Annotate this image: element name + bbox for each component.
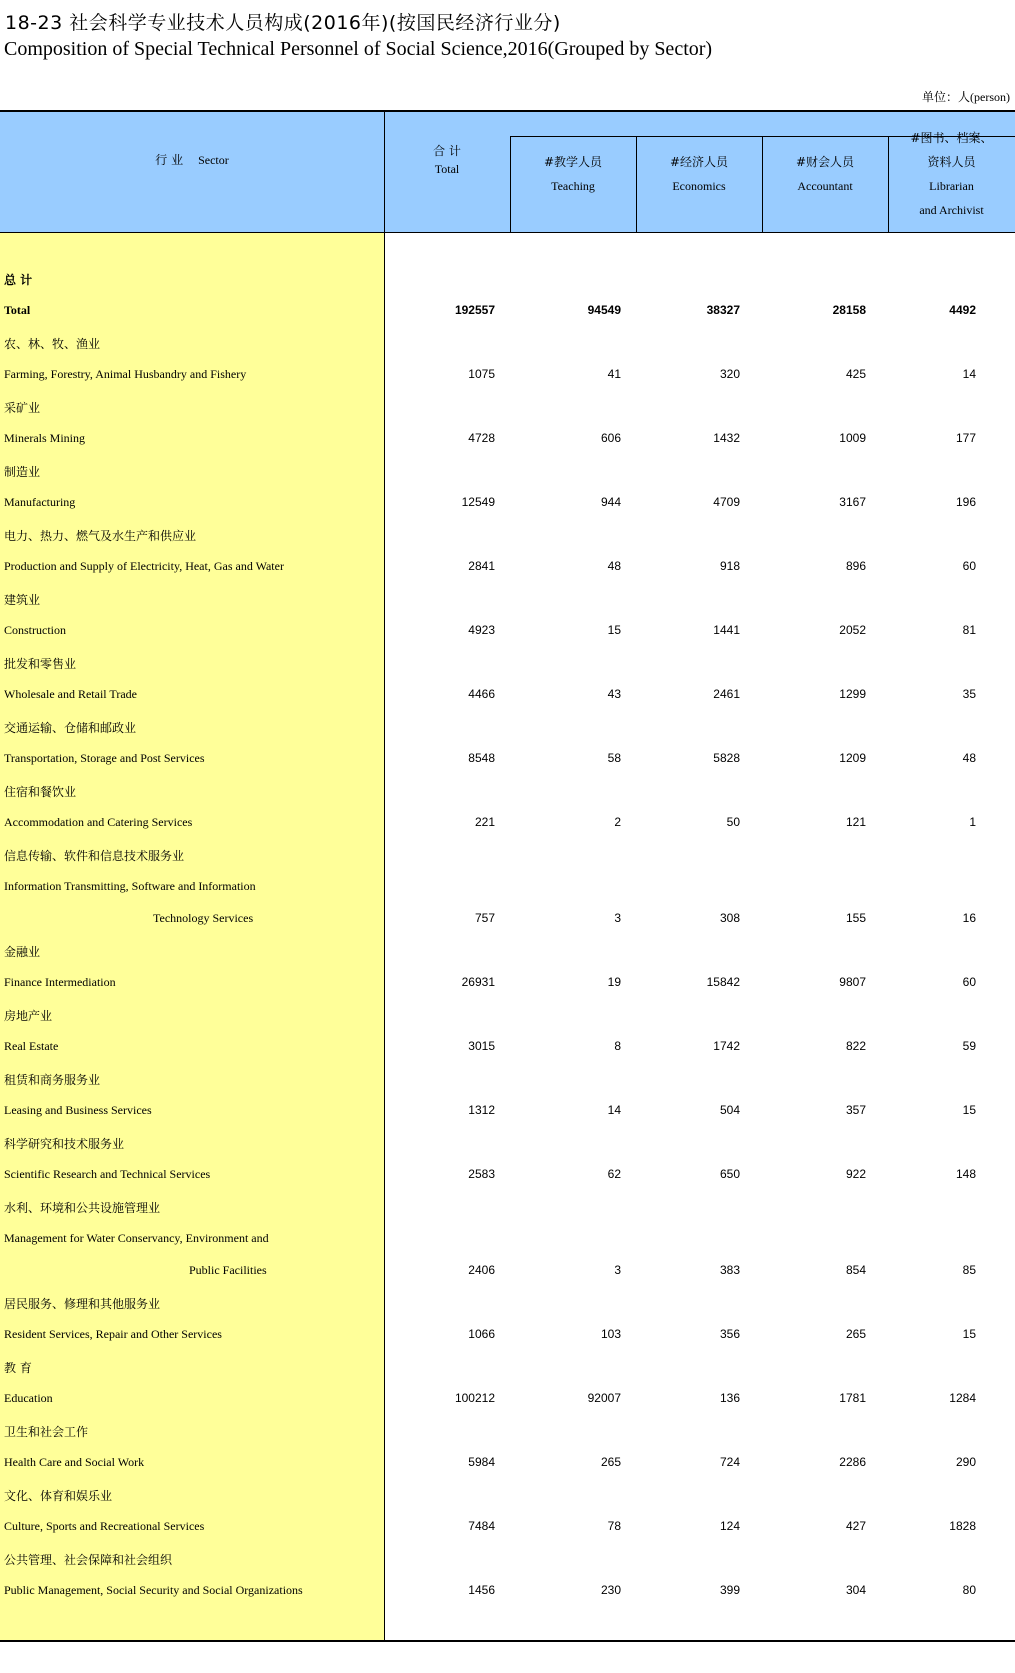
header-subgroup-rule: [510, 136, 1015, 137]
cell-accountant: 427: [845, 1519, 866, 1533]
cell-total: 4728: [468, 431, 495, 445]
cell-economics: 308: [719, 911, 740, 925]
cell-accountant: 357: [845, 1103, 866, 1117]
table-row: [0, 1033, 1015, 1063]
header-accountant-cn: #财会人员: [795, 155, 855, 169]
cell-teaching: 2: [614, 815, 621, 829]
cell-economics: 38327: [706, 303, 740, 317]
cell-economics: 4709: [713, 495, 740, 509]
unit-label: 单位：人(person): [922, 90, 1010, 104]
cell-total: 221: [474, 815, 495, 829]
cell-librarian: 15: [962, 1103, 976, 1117]
table-row: [0, 1321, 1015, 1351]
table-row: [0, 1513, 1015, 1543]
cell-total: 1075: [468, 367, 495, 381]
cell-total: 1456: [468, 1583, 495, 1597]
sector-name-en: Manufacturing: [4, 495, 76, 509]
cell-librarian: 60: [962, 975, 976, 989]
table-row: [0, 361, 1015, 391]
header-economics-cn: #经济人员: [669, 155, 729, 169]
sector-row-cn: [0, 265, 1015, 295]
sector-name-en: Management for Water Conservancy, Environment and: [4, 1231, 269, 1245]
sector-row-cn: [0, 1289, 1015, 1319]
sector-name-cn: 制造业: [4, 465, 41, 479]
sector-name-en: Total: [4, 303, 31, 317]
cell-librarian: 290: [955, 1455, 976, 1469]
sector-row-cn: [0, 1417, 1015, 1447]
cell-total: 757: [474, 911, 495, 925]
table-title-english: Composition of Special Technical Personnel of Social Science,2016(Grouped by Sector): [4, 38, 713, 60]
cell-total: 3015: [468, 1039, 495, 1053]
cell-total: 4466: [468, 687, 495, 701]
cell-accountant: 922: [845, 1167, 866, 1181]
cell-economics: 5828: [713, 751, 740, 765]
cell-total: 192557: [454, 303, 495, 317]
cell-librarian: 48: [962, 751, 976, 765]
sector-name-en: Scientific Research and Technical Services: [4, 1167, 211, 1181]
divider-header-2: [636, 136, 637, 232]
sector-name-en: Farming, Forestry, Animal Husbandry and Fishery: [4, 367, 247, 381]
sector-row-cn: [0, 329, 1015, 359]
cell-total: 26931: [461, 975, 495, 989]
header-librarian: [888, 126, 1015, 222]
cell-accountant: 9807: [839, 975, 866, 989]
cell-economics: 918: [719, 559, 740, 573]
sector-name-en: Health Care and Social Work: [4, 1455, 145, 1469]
cell-accountant: 121: [845, 815, 866, 829]
cell-accountant: 1299: [839, 687, 866, 701]
sector-name-en: Public Management, Social Security and Social Organizations: [4, 1583, 303, 1597]
sector-row-cn: [0, 1193, 1015, 1223]
table-row: [0, 745, 1015, 775]
sector-row-cn: [0, 1353, 1015, 1383]
sector-name-en-continued: Public Facilities: [189, 1263, 267, 1277]
sector-name-en: Transportation, Storage and Post Services: [4, 751, 205, 765]
divider-header-3: [762, 136, 763, 232]
cell-librarian: 15: [962, 1327, 976, 1341]
table-row: [0, 617, 1015, 647]
table-row: [0, 969, 1015, 999]
sector-name-cn: 教 育: [4, 1361, 32, 1375]
table-row: [0, 1161, 1015, 1191]
sector-name-cn: 建筑业: [4, 593, 41, 607]
cell-economics: 1441: [713, 623, 740, 637]
cell-teaching: 15: [607, 623, 621, 637]
header-librarian-cn1: #图书、档案、: [910, 131, 993, 145]
cell-accountant: 304: [845, 1583, 866, 1597]
table-row: [0, 1449, 1015, 1479]
header-librarian-en2: and Archivist: [919, 203, 984, 217]
cell-accountant: 2052: [839, 623, 866, 637]
sector-name-cn: 文化、体育和娱乐业: [4, 1489, 113, 1503]
cell-accountant: 155: [845, 911, 866, 925]
cell-economics: 2461: [713, 687, 740, 701]
cell-librarian: 16: [962, 911, 976, 925]
sector-name-en: Culture, Sports and Recreational Services: [4, 1519, 205, 1533]
cell-economics: 136: [719, 1391, 740, 1405]
cell-librarian: 148: [955, 1167, 976, 1181]
sector-name-cn: 采矿业: [4, 401, 41, 415]
cell-economics: 15842: [706, 975, 740, 989]
header-teaching-cn: #教学人员: [543, 155, 603, 169]
sector-name-en: Information Transmitting, Software and Information: [4, 879, 256, 893]
table-title-chinese: 18-23 社会科学专业技术人员构成(2016年)(按国民经济行业分): [5, 12, 561, 34]
cell-librarian: 1284: [949, 1391, 976, 1405]
sector-row-cn: [0, 1001, 1015, 1031]
cell-total: 100212: [454, 1391, 495, 1405]
header-teaching: [510, 150, 636, 198]
cell-total: 5984: [468, 1455, 495, 1469]
sector-name-en: Production and Supply of Electricity, Heat, Gas and Water: [4, 559, 284, 573]
sector-row-cn: [0, 393, 1015, 423]
sector-row-cn: [0, 777, 1015, 807]
sector-row-cn: [0, 585, 1015, 615]
cell-accountant: 1009: [839, 431, 866, 445]
sector-name-cn: 总 计: [4, 273, 33, 287]
table-row: [0, 873, 1015, 903]
sector-name-cn: 科学研究和技术服务业: [4, 1137, 125, 1151]
sector-name-en: Minerals Mining: [4, 431, 85, 445]
header-sector: [0, 148, 384, 172]
sector-name-en: Resident Services, Repair and Other Services: [4, 1327, 222, 1341]
cell-total: 2406: [468, 1263, 495, 1277]
sector-name-cn: 农、林、牧、渔业: [4, 337, 101, 351]
cell-teaching: 19: [607, 975, 621, 989]
sector-row-cn: [0, 649, 1015, 679]
cell-librarian: 80: [962, 1583, 976, 1597]
sector-name-en-continued: Technology Services: [153, 911, 254, 925]
sector-name-cn: 公共管理、社会保障和社会组织: [4, 1553, 173, 1567]
table-row-continuation: [0, 1257, 1015, 1287]
cell-librarian: 14: [962, 367, 976, 381]
cell-librarian: 81: [962, 623, 976, 637]
cell-librarian: 85: [962, 1263, 976, 1277]
sector-row-cn: [0, 713, 1015, 743]
cell-librarian: 1828: [949, 1519, 976, 1533]
cell-economics: 1742: [713, 1039, 740, 1053]
header-accountant-en: Accountant: [797, 179, 853, 193]
header-accountant: [762, 150, 888, 198]
sector-name-en: Wholesale and Retail Trade: [4, 687, 137, 701]
cell-teaching: 944: [600, 495, 621, 509]
cell-accountant: 1781: [839, 1391, 866, 1405]
cell-teaching: 94549: [587, 303, 621, 317]
cell-economics: 650: [719, 1167, 740, 1181]
header-total: [384, 142, 510, 178]
cell-total: 1066: [468, 1327, 495, 1341]
cell-teaching: 14: [607, 1103, 621, 1117]
cell-total: 1312: [468, 1103, 495, 1117]
cell-accountant: 28158: [832, 303, 866, 317]
sector-name-en: Finance Intermediation: [4, 975, 116, 989]
sector-name-cn: 房地产业: [4, 1009, 53, 1023]
cell-total: 2583: [468, 1167, 495, 1181]
cell-librarian: 196: [955, 495, 976, 509]
sector-name-cn: 卫生和社会工作: [4, 1425, 89, 1439]
table-row: [0, 297, 1015, 327]
cell-teaching: 92007: [587, 1391, 621, 1405]
header-teaching-en: Teaching: [551, 179, 595, 193]
cell-economics: 504: [719, 1103, 740, 1117]
cell-teaching: 3: [614, 1263, 621, 1277]
divider-header-1: [510, 136, 511, 232]
sector-row-cn: [0, 1481, 1015, 1511]
cell-accountant: 854: [845, 1263, 866, 1277]
sector-name-cn: 批发和零售业: [4, 657, 77, 671]
sector-name-en: Leasing and Business Services: [4, 1103, 152, 1117]
sector-name-en: Accommodation and Catering Services: [4, 815, 193, 829]
cell-economics: 50: [726, 815, 740, 829]
table-row-continuation: [0, 905, 1015, 935]
sector-name-en: Real Estate: [4, 1039, 59, 1053]
table-row: [0, 1385, 1015, 1415]
cell-accountant: 425: [845, 367, 866, 381]
header-economics: [636, 150, 762, 198]
sector-name-en: Construction: [4, 623, 66, 637]
cell-teaching: 8: [614, 1039, 621, 1053]
cell-economics: 124: [719, 1519, 740, 1533]
cell-total: 12549: [461, 495, 495, 509]
table-row: [0, 425, 1015, 455]
cell-librarian: 177: [955, 431, 976, 445]
table-row: [0, 809, 1015, 839]
cell-librarian: 59: [962, 1039, 976, 1053]
header-sector-en: Sector: [198, 153, 229, 167]
sector-name-cn: 租赁和商务服务业: [4, 1073, 101, 1087]
cell-teaching: 43: [607, 687, 621, 701]
cell-teaching: 230: [600, 1583, 621, 1597]
sector-row-cn: [0, 521, 1015, 551]
header-librarian-en1: Librarian: [929, 179, 974, 193]
cell-accountant: 896: [845, 559, 866, 573]
cell-economics: 724: [719, 1455, 740, 1469]
table-header: [0, 112, 1015, 232]
sector-row-cn: [0, 1545, 1015, 1575]
table-row: [0, 1225, 1015, 1255]
table-row: [0, 1577, 1015, 1607]
cell-accountant: 1209: [839, 751, 866, 765]
cell-accountant: 2286: [839, 1455, 866, 1469]
header-sector-cn: 行 业: [155, 153, 184, 167]
cell-librarian: 35: [962, 687, 976, 701]
sector-name-cn: 水利、环境和公共设施管理业: [4, 1201, 161, 1215]
cell-teaching: 606: [600, 431, 621, 445]
cell-economics: 356: [719, 1327, 740, 1341]
cell-economics: 1432: [713, 431, 740, 445]
cell-teaching: 3: [614, 911, 621, 925]
sector-row-cn: [0, 841, 1015, 871]
cell-total: 4923: [468, 623, 495, 637]
sector-name-cn: 信息传输、软件和信息技术服务业: [4, 849, 185, 863]
sector-row-cn: [0, 457, 1015, 487]
bottom-rule: [0, 1640, 1015, 1642]
sector-name-cn: 金融业: [4, 945, 41, 959]
sector-name-cn: 居民服务、修理和其他服务业: [4, 1297, 161, 1311]
table-row: [0, 553, 1015, 583]
cell-teaching: 62: [607, 1167, 621, 1181]
header-total-en: Total: [434, 162, 460, 176]
sector-row-cn: [0, 1065, 1015, 1095]
sector-name-cn: 交通运输、仓储和邮政业: [4, 721, 137, 735]
sector-row-cn: [0, 937, 1015, 967]
sector-name-en: Education: [4, 1391, 53, 1405]
cell-total: 8548: [468, 751, 495, 765]
header-total-cn: 合 计: [433, 144, 461, 158]
cell-accountant: 3167: [839, 495, 866, 509]
sector-name-cn: 电力、热力、燃气及水生产和供应业: [4, 529, 197, 543]
cell-teaching: 78: [607, 1519, 621, 1533]
header-librarian-cn2: 资料人员: [927, 155, 976, 169]
cell-total: 7484: [468, 1519, 495, 1533]
cell-teaching: 41: [607, 367, 621, 381]
cell-librarian: 60: [962, 559, 976, 573]
cell-teaching: 103: [600, 1327, 621, 1341]
cell-teaching: 265: [600, 1455, 621, 1469]
cell-accountant: 822: [845, 1039, 866, 1053]
divider-header-4: [888, 136, 889, 232]
cell-economics: 320: [719, 367, 740, 381]
cell-economics: 383: [719, 1263, 740, 1277]
cell-teaching: 58: [607, 751, 621, 765]
sector-name-cn: 住宿和餐饮业: [4, 785, 77, 799]
table-row: [0, 681, 1015, 711]
cell-accountant: 265: [845, 1327, 866, 1341]
cell-economics: 399: [719, 1583, 740, 1597]
cell-librarian: 1: [969, 815, 976, 829]
cell-librarian: 4492: [949, 303, 976, 317]
cell-total: 2841: [468, 559, 495, 573]
table-row: [0, 489, 1015, 519]
cell-teaching: 48: [607, 559, 621, 573]
table-row: [0, 1097, 1015, 1127]
header-economics-en: Economics: [672, 179, 726, 193]
sector-row-cn: [0, 1129, 1015, 1159]
